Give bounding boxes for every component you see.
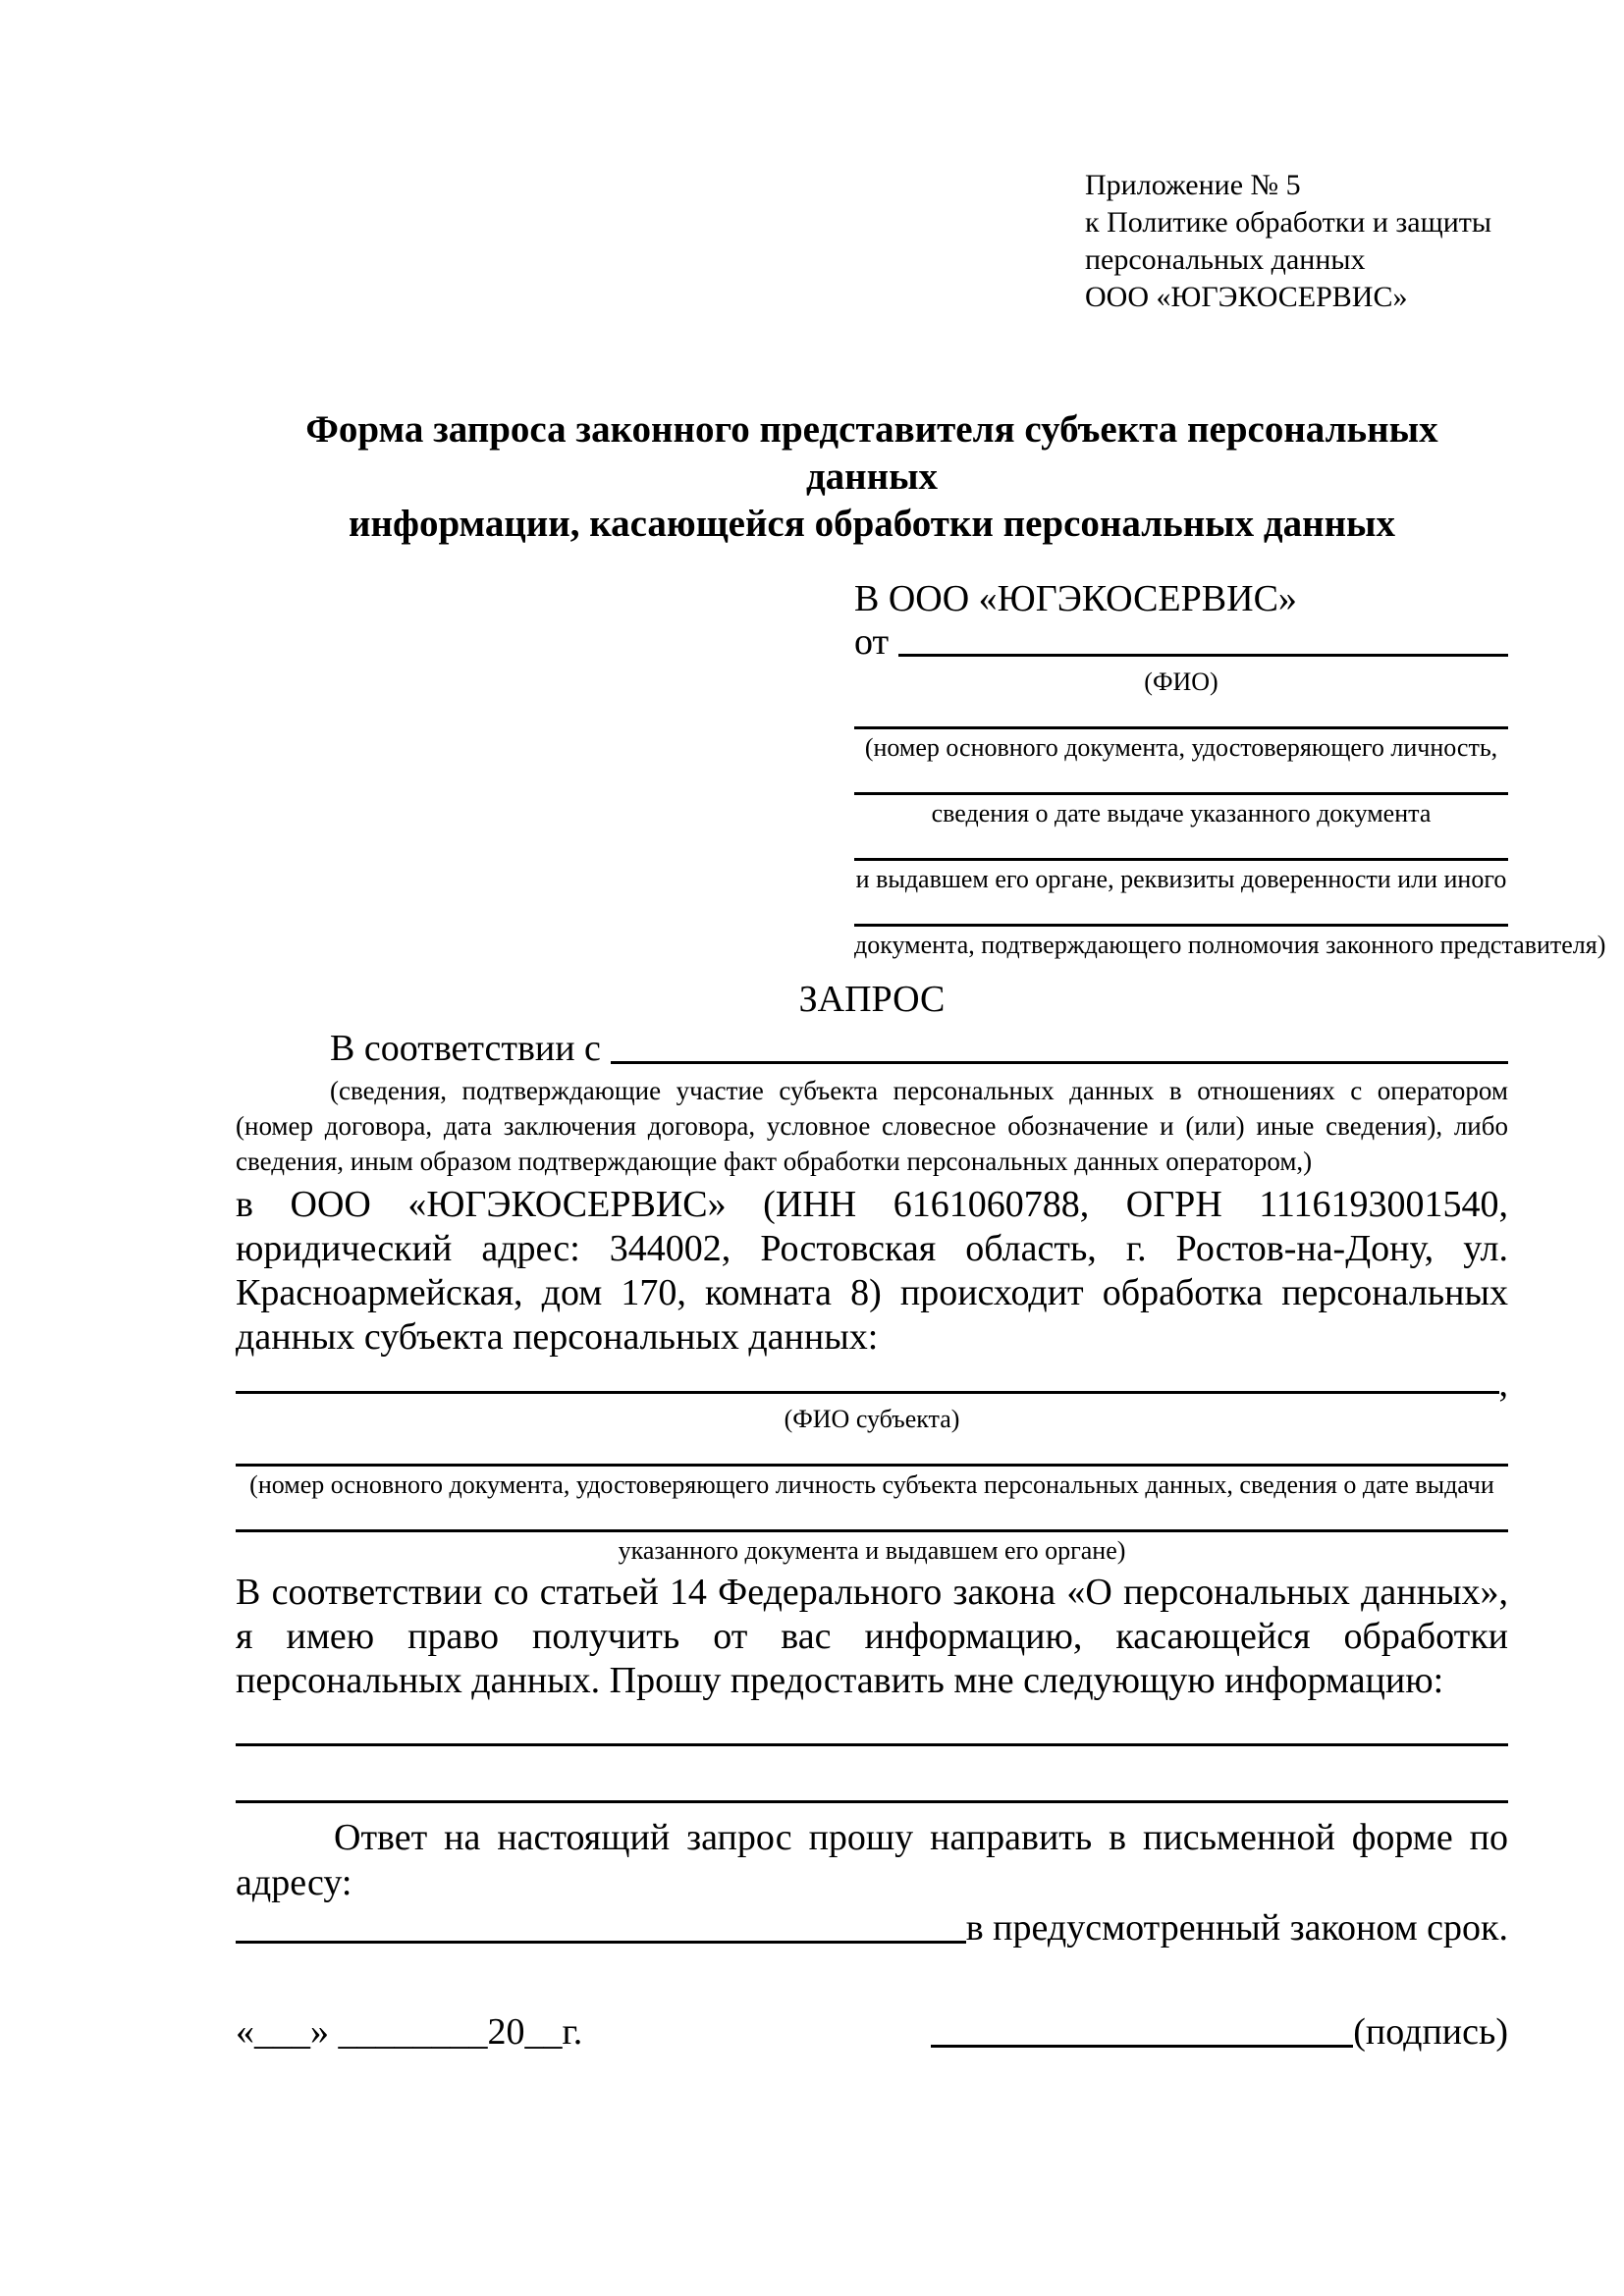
info-blank-line-1 <box>236 1740 1508 1746</box>
subject-authority-caption: указанного документа и выдавшем его органе) <box>618 1536 1126 1565</box>
from-blank-line <box>898 654 1508 657</box>
page-title <box>236 406 1508 548</box>
subject-fio-comma: , <box>1498 1363 1508 1405</box>
subject-fio-blank-line <box>236 1391 1499 1394</box>
addressee-block <box>854 577 1606 961</box>
issuing-authority-blank-line <box>854 855 1508 861</box>
signature-blank-line <box>931 2045 1353 2048</box>
page-title-line1: Форма запроса законного представителя субъекта персональных данных <box>305 408 1438 498</box>
issue-date-blank-line <box>854 789 1508 795</box>
id-document-caption: (номер основного документа, удостоверяющего личность, <box>864 733 1498 762</box>
from-label: от <box>854 621 890 663</box>
page-title-line2: информации, касающейся обработки персональных данных <box>349 503 1395 545</box>
law-paragraph: В соответствии со статьей 14 Федерального закона «О персональных данных», я имею право получить от вас информацию, касающейся обработки персональных данных. Прошу предоставить мне следующую информацию: <box>236 1572 1508 1701</box>
subject-id-blank-line <box>236 1461 1508 1467</box>
operator-paragraph: в ООО «ЮГЭКОСЕРВИС» (ИНН 6161060788, ОГРН 1116193001540, юридический адрес: 344002, Ростовская область, г. Ростов-на-Дону, ул. Красноармейская, дом 170, комната 8) происходит обработка персональных данных субъекта персональных данных: <box>236 1184 1508 1358</box>
issuing-authority-caption: и выдавшем его органе, реквизиты доверенности или иного <box>855 865 1507 893</box>
reply-address-row <box>236 1905 1508 1950</box>
info-blank-line-2 <box>236 1797 1508 1803</box>
representative-authority-caption: документа, подтверждающего полномочия законного представителя) <box>854 931 1606 959</box>
date-line: «___» ________20__г. <box>236 2011 583 2053</box>
footer-row <box>236 2009 1508 2055</box>
subject-fio-caption: (ФИО субъекта) <box>784 1405 960 1433</box>
representative-authority-blank-line <box>854 921 1508 927</box>
annex-reference <box>1085 167 1508 316</box>
reply-tail: в предусмотренный законом срок. <box>965 1907 1508 1949</box>
subject-authority-blank-line <box>236 1526 1508 1532</box>
from-row <box>854 620 1508 664</box>
intro-row <box>236 1026 1508 1071</box>
signature-caption: (подпись) <box>1353 2011 1508 2053</box>
annex-line: персональных данных <box>1085 243 1366 276</box>
annex-line: к Политике обработки и защиты <box>1085 206 1492 239</box>
id-document-blank-line <box>854 723 1508 729</box>
intro-prefix: В соответствии с <box>330 1028 601 1069</box>
reply-address-blank-line <box>236 1941 966 1944</box>
annex-line: Приложение № 5 <box>1085 169 1301 201</box>
addressee-organization: В ООО «ЮГЭКОСЕРВИС» <box>854 578 1297 619</box>
request-heading: ЗАПРОС <box>798 979 946 1020</box>
annex-line: ООО «ЮГЭКОСЕРВИС» <box>1085 281 1408 313</box>
issue-date-caption: сведения о дате выдаче указанного документа <box>931 799 1432 828</box>
intro-footnote: (сведения, подтверждающие участие субъекта персональных данных в отношениях с оператором (номер договора, дата заключения договора, условное словесное обозначение и (или) иные сведения), либо сведения, иным образом подтверждающие факт обработки персональных данных оператором,) <box>236 1076 1508 1176</box>
reply-sentence: Ответ на настоящий запрос прошу направить в письменной форме по адресу: <box>236 1817 1508 1903</box>
intro-blank-line <box>611 1061 1508 1064</box>
fio-caption: (ФИО) <box>1144 667 1218 696</box>
subject-id-caption: (номер основного документа, удостоверяющего личность субъекта персональных данных, сведения о дате выдачи <box>249 1470 1494 1499</box>
subject-fio-row <box>236 1363 1508 1405</box>
signature-group <box>931 2009 1508 2055</box>
